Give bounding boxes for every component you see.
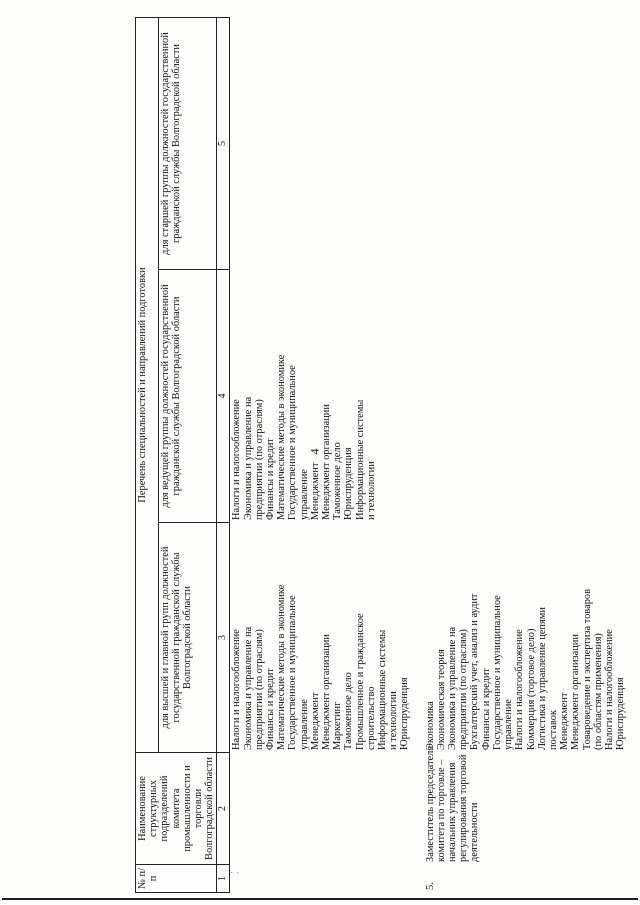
specialty-line: Бухгалтерский учет, анализ и аудит xyxy=(469,593,481,750)
specialty-line: Информационные системы xyxy=(354,399,366,520)
specialty-line: Коммерция (торговое дело) xyxy=(525,628,537,750)
header-num: № п/п xyxy=(136,865,217,893)
specialty-line: Налоги и налогообложение xyxy=(231,399,243,520)
specialty-line: Финансы и кредит xyxy=(265,438,277,520)
specialty-line: Маркетинг xyxy=(332,701,344,750)
rotated-document xyxy=(135,18,635,893)
specialty-line: и технологии xyxy=(365,461,377,520)
column-number: 5 xyxy=(217,18,230,270)
specialty-line: Товароведение и экспертиза товаров xyxy=(581,588,593,750)
specialty-line: Экономика xyxy=(424,701,436,750)
column-number: 4 xyxy=(217,270,230,523)
specialty-line: управление xyxy=(503,699,515,750)
specialty-line: Юриспруденция xyxy=(343,447,355,520)
specialty-line: Информационные системы xyxy=(377,629,389,750)
specialty-line: Таможенное дело xyxy=(343,672,355,750)
specialty-line: строительство xyxy=(365,686,377,750)
specialty-line: Государственное и муниципальное xyxy=(491,595,503,750)
specialty-line: Математические методы в экономике xyxy=(276,354,288,520)
row-specialties-col3 xyxy=(230,523,411,753)
header-spec-group: Перечень специальностей и направлений подготовки xyxy=(136,18,159,753)
specialties-table xyxy=(135,17,230,893)
specialty-line: Государственное и муниципальное xyxy=(287,595,299,750)
page-number: 4 xyxy=(307,448,322,455)
column-number: 1 xyxy=(217,865,230,893)
specialty-line: Налоги и налогообложение xyxy=(514,629,526,750)
specialty-line: управление xyxy=(298,699,310,750)
specialty-line: Математические методы в экономике xyxy=(276,584,288,750)
specialty-line: Экономика и управление на xyxy=(242,396,254,520)
column-number: 3 xyxy=(217,523,230,753)
specialty-line: Экономика и управление на xyxy=(447,626,459,750)
row-specialties-col5 xyxy=(424,18,628,270)
table-body xyxy=(230,18,627,893)
specialty-line: Таможенное дело xyxy=(332,442,344,520)
row-unit xyxy=(424,745,628,865)
specialty-line: предприятии (по отраслям) xyxy=(253,399,265,520)
row-unit xyxy=(230,753,411,865)
row-num xyxy=(230,865,411,893)
specialty-line: Менеджмент xyxy=(559,692,571,750)
specialty-line: Промышленное и гражданское xyxy=(354,613,366,750)
specialty-line: управление xyxy=(298,469,310,520)
specialty-line: регулирования торговой xyxy=(458,754,470,862)
row-num: 5. xyxy=(424,882,436,890)
specialty-line: Логистика и управление цепями xyxy=(536,607,548,750)
row-specialties-col4 xyxy=(424,270,628,523)
row-specialties-col5 xyxy=(230,18,411,270)
specialty-line: Финансы и кредит xyxy=(265,668,277,750)
header-col3: для высшей и главной групп должностей государственной гражданской службы Волгоградской области xyxy=(158,523,217,753)
specialty-line: (по областям применения) xyxy=(592,633,604,750)
specialty-line: Налоги и налогообложение xyxy=(603,629,615,750)
specialty-line: Налоги и налогообложение xyxy=(231,629,243,750)
specialty-line: Менеджмент организации xyxy=(321,634,333,750)
specialty-line: Финансы и кредит xyxy=(480,668,492,750)
specialty-line: начальник управления xyxy=(447,762,459,862)
column-number: 2 xyxy=(217,753,230,865)
specialty-line: Заместитель председателя xyxy=(424,745,436,862)
specialty-line: Менеджмент xyxy=(309,692,321,750)
bottom-rule xyxy=(2,898,638,900)
specialty-line: предприятии (по отраслям) xyxy=(253,629,265,750)
table-row xyxy=(424,18,628,893)
specialty-line: Юриспруденция xyxy=(615,677,627,750)
table-row xyxy=(230,18,411,893)
specialty-line: поставок xyxy=(547,710,559,750)
specialty-line: деятельности xyxy=(469,802,481,862)
scan-speck: · · xyxy=(230,868,240,879)
specialty-line: Менеджмент организации xyxy=(570,634,582,750)
specialty-line: предприятии (по отраслям) xyxy=(458,629,470,750)
specialty-line: Менеджмент xyxy=(309,462,321,520)
row-specialties-col4 xyxy=(230,270,411,523)
specialty-line: Экономика и управление на xyxy=(242,626,254,750)
column-number-row xyxy=(217,18,230,893)
row-specialties-col3 xyxy=(424,523,628,753)
specialty-line: Юриспруденция xyxy=(399,677,411,750)
header-unit: Наименование структурных подразделений комитета промышленности и торговли Волгоградской области xyxy=(136,753,217,865)
specialty-line: и технологии xyxy=(388,691,400,750)
specialty-line: Экономическая теория xyxy=(435,649,447,750)
specialty-line: комитета по торговле – xyxy=(435,759,447,862)
header-col5: для старшей группы должностей государственной гражданской службы Волгоградской области xyxy=(158,18,217,270)
specialty-line: Государственное и муниципальное xyxy=(287,365,299,520)
specialty-line: Менеджмент организации xyxy=(321,404,333,520)
header-row-1 xyxy=(136,18,159,893)
header-col4: для ведущей группы должностей государственной гражданской службы Волгоградской области xyxy=(158,270,217,523)
